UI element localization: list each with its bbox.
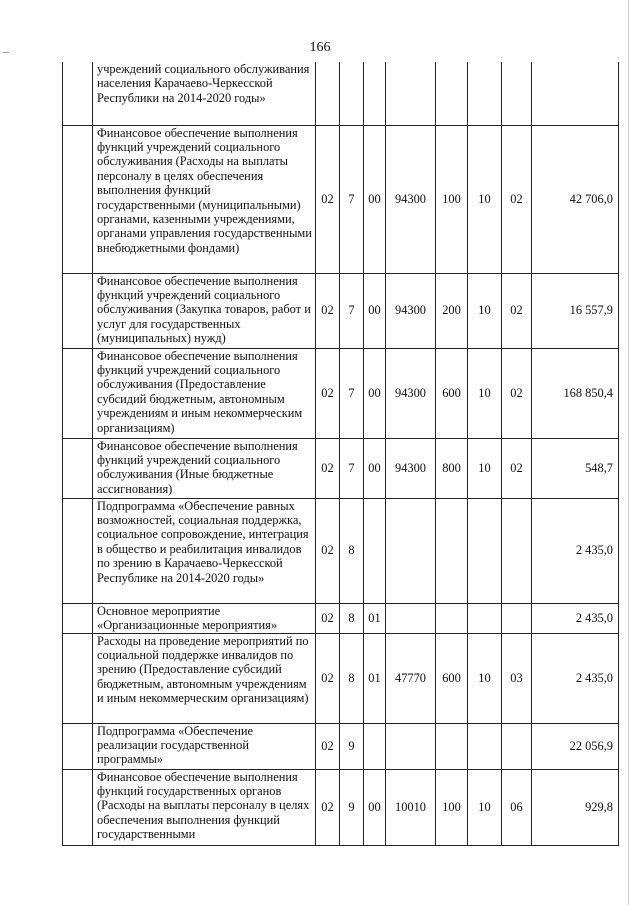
table-row [63, 273, 619, 348]
table-row [63, 438, 619, 498]
row-number-cell [63, 633, 93, 723]
code-cell-c5 [436, 62, 468, 125]
table-row [63, 125, 619, 273]
row-number-cell [63, 723, 93, 769]
page-number: 166 [309, 40, 331, 55]
code-cell-c3: 01 [364, 603, 386, 633]
scan-margin-line [628, 0, 629, 905]
code-cell-c4 [386, 498, 436, 603]
row-number-cell [63, 348, 93, 438]
code-cell-c5: 100 [436, 125, 468, 273]
code-cell-c1: 02 [316, 769, 340, 845]
table-row [63, 348, 619, 438]
row-number-cell [63, 769, 93, 845]
row-number-cell [63, 438, 93, 498]
code-cell-c1: 02 [316, 438, 340, 498]
code-cell-c3: 00 [364, 438, 386, 498]
code-cell-c5: 800 [436, 438, 468, 498]
code-cell-c3: 00 [364, 125, 386, 273]
code-cell-c1: 02 [316, 348, 340, 438]
code-cell-c6 [468, 723, 502, 769]
code-cell-c7: 02 [502, 348, 532, 438]
item-name-cell: Финансовое обеспечение выполнения функций учреждений социального обслуживания (Закупка товаров, работ и услуг для государственных (муниципальных) нужд) [93, 273, 316, 348]
item-name-cell: Расходы на проведение мероприятий по социальной поддержке инвалидов по зрению (Предоставление субсидий бюджетным, автономным учреждениям и иным некоммерческим организациям) [93, 633, 316, 723]
code-cell-c2: 7 [340, 273, 364, 348]
amount-cell: 42 706,0 [532, 125, 619, 273]
code-cell-c5: 600 [436, 633, 468, 723]
code-cell-c1: 02 [316, 603, 340, 633]
code-cell-c3 [364, 62, 386, 125]
item-name-cell: Подпрограмма «Обеспечение реализации государственной программы» [93, 723, 316, 769]
code-cell-c1 [316, 62, 340, 125]
amount-cell: 548,7 [532, 438, 619, 498]
code-cell-c2: 7 [340, 125, 364, 273]
code-cell-c7 [502, 723, 532, 769]
code-cell-c1: 02 [316, 633, 340, 723]
code-cell-c6: 10 [468, 438, 502, 498]
item-name-cell: Финансовое обеспечение выполнения функций государственных органов (Расходы на выплаты персоналу в целях обеспечения выполнения функций государственными [93, 769, 316, 845]
code-cell-c5 [436, 498, 468, 603]
table-row [63, 62, 619, 125]
table-row [63, 633, 619, 723]
item-name-cell: учреждений социального обслуживания населения Карачаево-Черкесской Республики на 2014-2020 годы» [93, 62, 316, 125]
code-cell-c4: 10010 [386, 769, 436, 845]
code-cell-c1: 02 [316, 498, 340, 603]
code-cell-c2: 9 [340, 769, 364, 845]
amount-cell: 16 557,9 [532, 273, 619, 348]
code-cell-c3 [364, 498, 386, 603]
code-cell-c6: 10 [468, 273, 502, 348]
item-name-cell: Финансовое обеспечение выполнения функций учреждений социального обслуживания (Расходы на выплаты персоналу в целях обеспечения выполнения функций государственными (муниципальными) органами, казенными учреждениями, органами управления государственными внебюджетными фондами) [93, 125, 316, 273]
code-cell-c5: 600 [436, 348, 468, 438]
code-cell-c4: 94300 [386, 348, 436, 438]
code-cell-c5 [436, 603, 468, 633]
code-cell-c6: 10 [468, 125, 502, 273]
amount-cell: 22 056,9 [532, 723, 619, 769]
code-cell-c3: 00 [364, 273, 386, 348]
code-cell-c2: 7 [340, 348, 364, 438]
code-cell-c5: 200 [436, 273, 468, 348]
code-cell-c3 [364, 723, 386, 769]
code-cell-c2: 7 [340, 438, 364, 498]
code-cell-c3: 01 [364, 633, 386, 723]
code-cell-c2: 8 [340, 498, 364, 603]
code-cell-c1: 02 [316, 125, 340, 273]
row-number-cell [63, 273, 93, 348]
row-number-cell [63, 62, 93, 125]
row-number-cell [63, 498, 93, 603]
code-cell-c7 [502, 498, 532, 603]
code-cell-c6 [468, 603, 502, 633]
code-cell-c4: 94300 [386, 438, 436, 498]
code-cell-c2: 8 [340, 603, 364, 633]
code-cell-c7: 02 [502, 125, 532, 273]
row-number-cell [63, 603, 93, 633]
table-row [63, 603, 619, 633]
amount-cell: 2 435,0 [532, 498, 619, 603]
code-cell-c7: 03 [502, 633, 532, 723]
amount-cell: 2 435,0 [532, 603, 619, 633]
code-cell-c2 [340, 62, 364, 125]
code-cell-c5: 100 [436, 769, 468, 845]
table-row [63, 769, 619, 845]
code-cell-c7: 02 [502, 273, 532, 348]
code-cell-c4: 47770 [386, 633, 436, 723]
code-cell-c7: 06 [502, 769, 532, 845]
code-cell-c7 [502, 62, 532, 125]
code-cell-c4: 94300 [386, 273, 436, 348]
budget-table [62, 62, 619, 846]
code-cell-c6: 10 [468, 633, 502, 723]
code-cell-c5 [436, 723, 468, 769]
code-cell-c3: 00 [364, 769, 386, 845]
code-cell-c6: 10 [468, 769, 502, 845]
item-name-cell: Подпрограмма «Обеспечение равных возможностей, социальная поддержка, социальное сопровождение, интеграция в общество и реабилитация инвалидов по зрению в Карачаево-Черкесской Республике на 2014-2020 годы» [93, 498, 316, 603]
item-name-cell: Финансовое обеспечение выполнения функций учреждений социального обслуживания (Предоставление субсидий бюджетным, автономным учреждениям и иным некоммерческим организациям) [93, 348, 316, 438]
code-cell-c6 [468, 62, 502, 125]
code-cell-c6 [468, 498, 502, 603]
code-cell-c1: 02 [316, 723, 340, 769]
row-number-cell [63, 125, 93, 273]
amount-cell: 929,8 [532, 769, 619, 845]
item-name-cell: Финансовое обеспечение выполнения функций учреждений социального обслуживания (Иные бюджетные ассигнования) [93, 438, 316, 498]
code-cell-c6: 10 [468, 348, 502, 438]
code-cell-c7 [502, 603, 532, 633]
code-cell-c3: 00 [364, 348, 386, 438]
table-row [63, 498, 619, 603]
amount-cell: 2 435,0 [532, 633, 619, 723]
code-cell-c2: 8 [340, 633, 364, 723]
amount-cell: 168 850,4 [532, 348, 619, 438]
code-cell-c4 [386, 603, 436, 633]
code-cell-c2: 9 [340, 723, 364, 769]
item-name-cell: Основное мероприятие «Организационные мероприятия» [93, 603, 316, 633]
code-cell-c1: 02 [316, 273, 340, 348]
code-cell-c4: 94300 [386, 125, 436, 273]
code-cell-c4 [386, 62, 436, 125]
amount-cell [532, 62, 619, 125]
code-cell-c4 [386, 723, 436, 769]
code-cell-c7: 02 [502, 438, 532, 498]
table-row [63, 723, 619, 769]
